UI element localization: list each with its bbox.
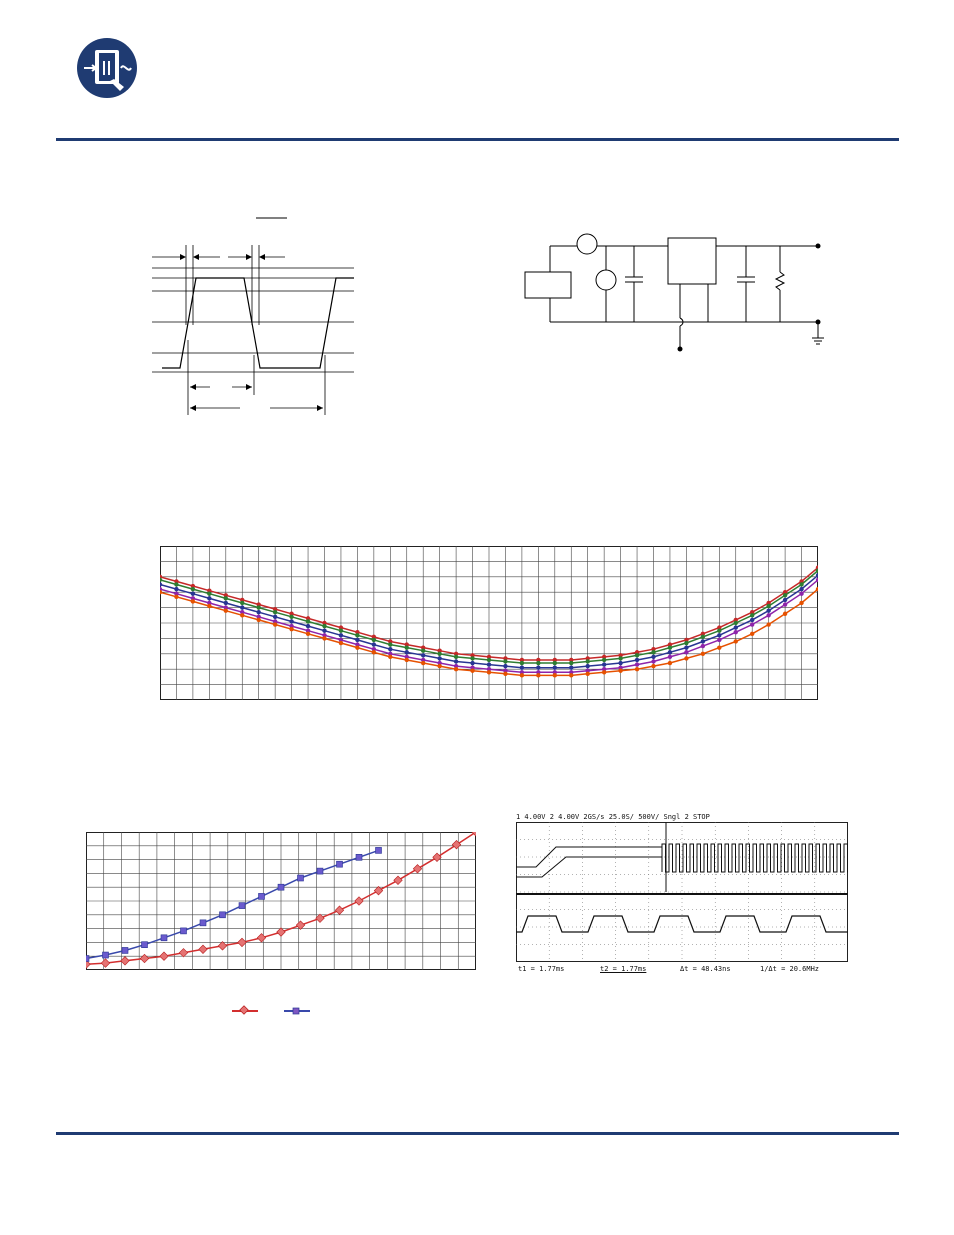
oscilloscope-capture xyxy=(512,812,850,974)
data-point xyxy=(421,649,425,653)
data-point xyxy=(553,673,557,677)
legend-swatch-blue xyxy=(282,1004,312,1018)
data-point xyxy=(701,639,705,643)
data-point xyxy=(220,912,226,918)
data-point xyxy=(421,653,425,657)
data-point xyxy=(355,633,359,637)
data-point xyxy=(174,587,178,591)
data-point xyxy=(487,662,491,666)
data-point xyxy=(240,605,244,609)
data-point xyxy=(717,645,721,649)
data-point xyxy=(701,644,705,648)
data-point xyxy=(684,650,688,654)
data-point xyxy=(388,655,392,659)
data-point xyxy=(405,650,409,654)
data-point xyxy=(569,661,573,665)
legend-swatch-red xyxy=(230,1004,260,1018)
data-point xyxy=(322,636,326,640)
data-point xyxy=(339,641,343,645)
scope-t2-readout: t2 = 1.77ms xyxy=(600,965,647,973)
data-point xyxy=(470,656,474,660)
data-point xyxy=(651,650,655,654)
data-point xyxy=(536,661,540,665)
data-point xyxy=(306,619,310,623)
data-point xyxy=(372,638,376,642)
company-logo xyxy=(76,37,138,99)
data-point xyxy=(122,947,128,953)
data-point xyxy=(766,613,770,617)
data-point xyxy=(783,598,787,602)
data-point xyxy=(618,669,622,673)
data-point xyxy=(388,647,392,651)
data-point xyxy=(191,587,195,591)
chart-legend xyxy=(230,1004,310,1018)
data-point xyxy=(257,605,261,609)
data-point xyxy=(257,618,261,622)
data-point xyxy=(668,661,672,665)
data-point xyxy=(734,639,738,643)
data-point xyxy=(437,656,441,660)
two-series-chart xyxy=(86,832,476,970)
data-point xyxy=(766,622,770,626)
data-point xyxy=(161,935,167,941)
scope-t1-readout: t1 = 1.77ms xyxy=(518,965,565,973)
data-point xyxy=(586,659,590,663)
data-point xyxy=(783,593,787,597)
data-point xyxy=(191,592,195,596)
scope-freq-readout: 1/Δt = 20.6MHz xyxy=(760,965,820,973)
data-point xyxy=(503,672,507,676)
data-point xyxy=(766,608,770,612)
data-point xyxy=(278,884,284,890)
data-point xyxy=(273,615,277,619)
data-point xyxy=(701,652,705,656)
data-point xyxy=(635,667,639,671)
data-point xyxy=(437,664,441,668)
data-point xyxy=(734,625,738,629)
data-point xyxy=(717,633,721,637)
data-point xyxy=(734,630,738,634)
data-point xyxy=(569,665,573,669)
data-point xyxy=(750,622,754,626)
data-point xyxy=(668,655,672,659)
data-point xyxy=(618,661,622,665)
data-point xyxy=(289,627,293,631)
data-point xyxy=(684,656,688,660)
data-point xyxy=(317,868,323,874)
data-point xyxy=(651,664,655,668)
data-point xyxy=(405,658,409,662)
data-point xyxy=(322,629,326,633)
data-point xyxy=(553,661,557,665)
footer-rule xyxy=(56,1132,899,1135)
data-point xyxy=(569,673,573,677)
data-point xyxy=(207,604,211,608)
data-point xyxy=(388,642,392,646)
data-point xyxy=(174,582,178,586)
data-point xyxy=(337,861,343,867)
data-point xyxy=(799,592,803,596)
data-point xyxy=(651,655,655,659)
data-point xyxy=(259,893,265,899)
data-point xyxy=(322,624,326,628)
data-point xyxy=(355,645,359,649)
scope-frame xyxy=(517,823,848,962)
data-point xyxy=(586,672,590,676)
data-point xyxy=(454,667,458,671)
data-point xyxy=(289,615,293,619)
data-point xyxy=(520,661,524,665)
data-point xyxy=(602,670,606,674)
data-point xyxy=(207,592,211,596)
data-point xyxy=(684,645,688,649)
data-point xyxy=(799,601,803,605)
data-point xyxy=(181,928,187,934)
data-point xyxy=(339,633,343,637)
data-point xyxy=(602,658,606,662)
data-point xyxy=(405,645,409,649)
data-point xyxy=(487,658,491,662)
data-point xyxy=(635,658,639,662)
data-point xyxy=(86,956,89,962)
data-point xyxy=(207,596,211,600)
scope-header: 1 4.00V 2 4.00V 2GS/s 25.0S/ 500V/ Sngl 2 STOP xyxy=(516,813,710,821)
data-point xyxy=(799,582,803,586)
data-point xyxy=(618,656,622,660)
data-point xyxy=(668,650,672,654)
data-point xyxy=(602,662,606,666)
data-point xyxy=(224,608,228,612)
data-point xyxy=(200,920,206,926)
data-point xyxy=(536,673,540,677)
data-point xyxy=(553,665,557,669)
scope-screen xyxy=(516,822,848,962)
data-point xyxy=(224,601,228,605)
data-point xyxy=(355,638,359,642)
data-point xyxy=(783,612,787,616)
data-point xyxy=(536,665,540,669)
data-point xyxy=(306,624,310,628)
data-point xyxy=(520,673,524,677)
test-circuit-diagram xyxy=(518,228,838,358)
data-point xyxy=(191,599,195,603)
data-point xyxy=(750,632,754,636)
data-point xyxy=(503,664,507,668)
data-point xyxy=(734,621,738,625)
data-point xyxy=(487,670,491,674)
data-point xyxy=(750,618,754,622)
data-point xyxy=(356,854,362,860)
data-point xyxy=(298,875,304,881)
data-point xyxy=(586,664,590,668)
data-point xyxy=(520,665,524,669)
data-point xyxy=(103,952,109,958)
data-point xyxy=(454,659,458,663)
scope-dt-readout: Δt = 48.43ns xyxy=(680,965,731,973)
data-point xyxy=(470,669,474,673)
data-point xyxy=(717,629,721,633)
data-point xyxy=(750,613,754,617)
logo-mark-icon xyxy=(76,37,138,99)
data-point xyxy=(174,595,178,599)
header-rule xyxy=(56,138,899,141)
data-point xyxy=(651,659,655,663)
data-point xyxy=(273,610,277,614)
data-point xyxy=(306,632,310,636)
data-point xyxy=(668,645,672,649)
data-point xyxy=(273,622,277,626)
data-point xyxy=(372,642,376,646)
data-point xyxy=(257,610,261,614)
data-point xyxy=(454,655,458,659)
multi-curve-chart xyxy=(160,546,818,700)
data-point xyxy=(635,662,639,666)
data-point xyxy=(239,903,245,909)
data-point xyxy=(635,653,639,657)
data-point xyxy=(240,613,244,617)
data-point xyxy=(339,629,343,633)
timing-diagram xyxy=(140,205,370,425)
data-point xyxy=(240,601,244,605)
data-point xyxy=(224,596,228,600)
data-point xyxy=(142,942,148,948)
data-point xyxy=(766,604,770,608)
data-point xyxy=(470,661,474,665)
data-point xyxy=(376,847,382,853)
data-point xyxy=(684,641,688,645)
data-point xyxy=(799,587,803,591)
data-point xyxy=(421,661,425,665)
data-point xyxy=(372,650,376,654)
data-point xyxy=(503,659,507,663)
data-point xyxy=(717,638,721,642)
data-point xyxy=(701,635,705,639)
data-point xyxy=(783,602,787,606)
data-point xyxy=(289,619,293,623)
data-point xyxy=(437,652,441,656)
